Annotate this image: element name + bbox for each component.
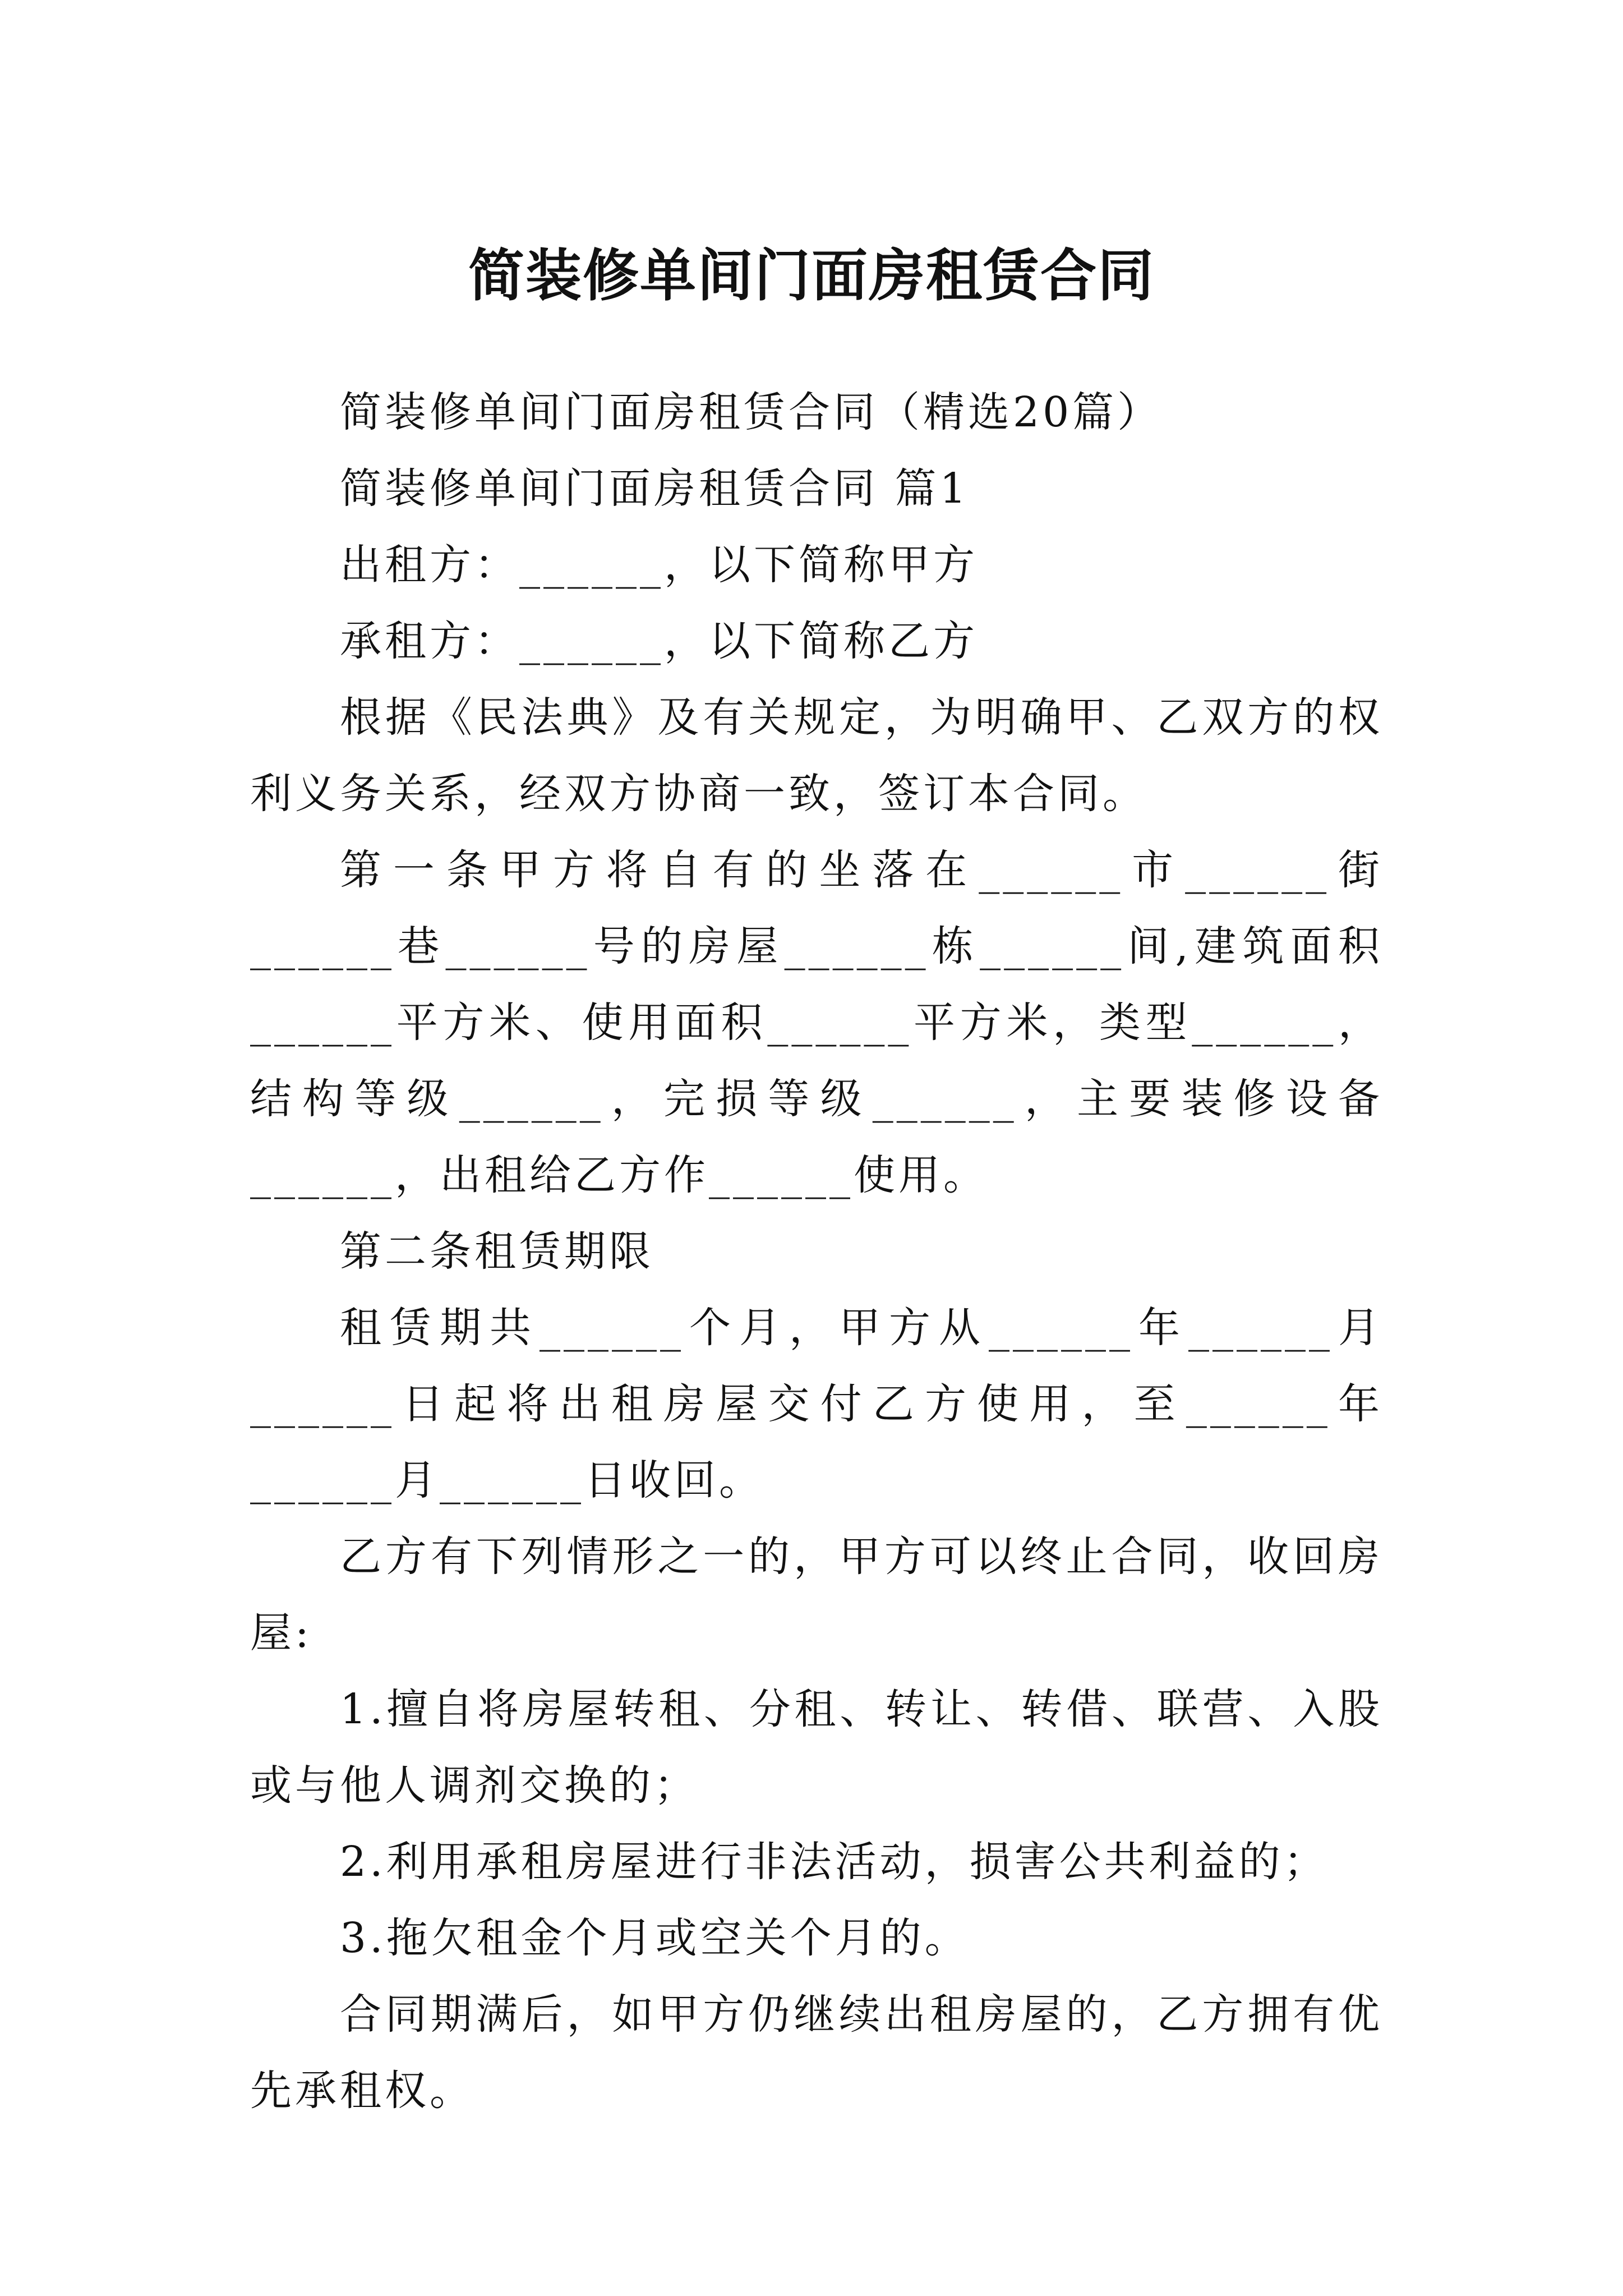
paragraph-subtitle: 简装修单间门面房租赁合同（精选20篇） — [340, 388, 1163, 436]
paragraph-lessee: 承租方：______，以下简称乙方 — [340, 617, 978, 665]
paragraph-lessor: 出租方：______，以下简称甲方 — [340, 541, 978, 589]
paragraph-article-1: 第一条甲方将自有的坐落在______市______街______巷______号的房屋______栋______间,建筑面积______平方米、使用面积______平方米，类型______，结构等级______，完损等级______，主要装修设备______，出租给乙方作______使用。 — [250, 846, 1383, 1199]
paragraph-termination-item-1: 1.擅自将房屋转租、分租、转让、转借、联营、入股或与他人调剂交换的； — [250, 1685, 1383, 1810]
document-title: 简装修单间门面房租赁合同 — [468, 243, 1155, 309]
paragraph-section-heading: 简装修单间门面房租赁合同 篇1 — [340, 464, 970, 513]
paragraph-lease-term: 租赁期共______个月，甲方从______年______月______日起将出租房屋交付乙方使用，至______年______月______日收回。 — [250, 1304, 1383, 1504]
paragraph-renewal: 合同期满后，如甲方仍继续出租房屋的，乙方拥有优先承租权。 — [250, 1990, 1383, 2115]
paragraph-article-2-heading: 第二条租赁期限 — [340, 1227, 654, 1276]
paragraph-termination-item-2: 2.利用承租房屋进行非法活动，损害公共利益的； — [340, 1838, 1329, 1886]
paragraph-termination-intro: 乙方有下列情形之一的，甲方可以终止合同，收回房屋: — [250, 1533, 1383, 1657]
document-body — [250, 374, 1383, 2129]
paragraph-termination-item-3: 3.拖欠租金个月或空关个月的。 — [340, 1914, 970, 1962]
paragraph-preamble: 根据《民法典》及有关规定，为明确甲、乙双方的权利义务关系，经双方协商一致，签订本合同。 — [250, 693, 1383, 818]
